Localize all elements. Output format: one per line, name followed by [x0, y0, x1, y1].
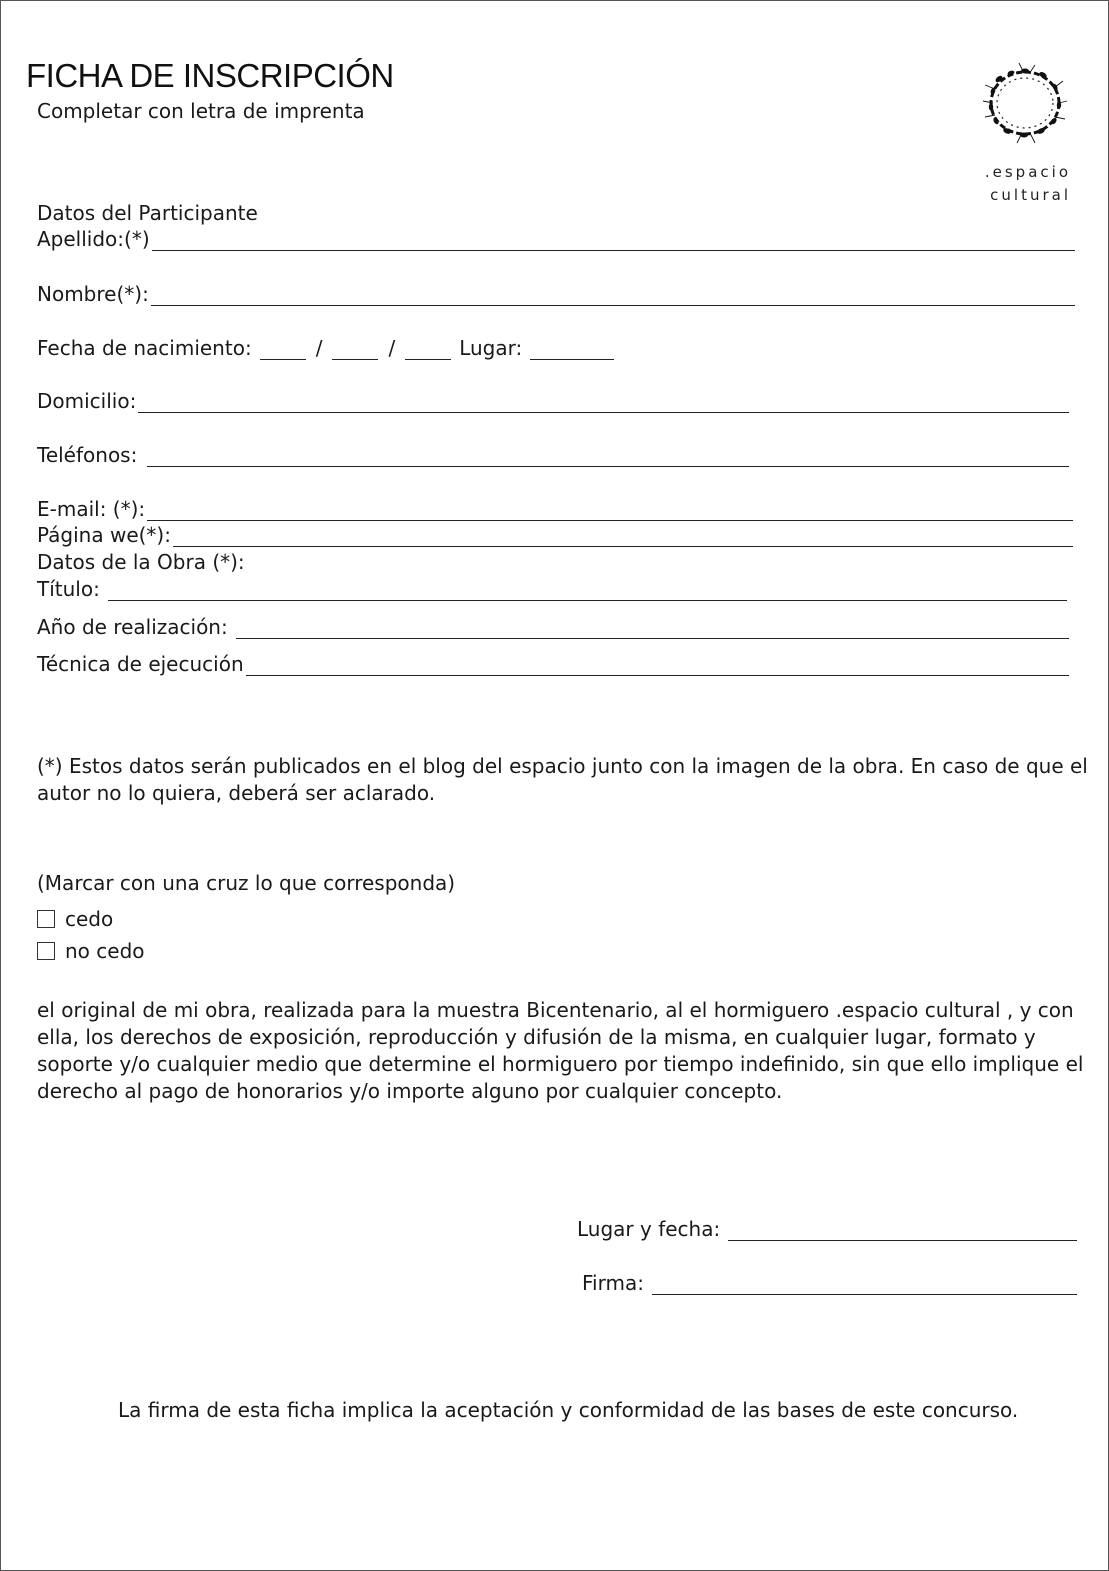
cedo-checkbox[interactable]: [37, 910, 55, 928]
cession-line-1: el original de mi obra, realizada para la muestra Bicentenario, al el hormiguero .espacio cultural , y con: [37, 998, 1074, 1022]
birth-date-row: [37, 334, 614, 360]
telefonos-line[interactable]: [147, 446, 1069, 467]
titulo-field[interactable]: [37, 575, 1067, 601]
tecnica-line[interactable]: [246, 655, 1069, 676]
lugar-fecha-line[interactable]: [728, 1220, 1077, 1241]
option-no-cedo[interactable]: [37, 939, 145, 963]
birth-day-blank[interactable]: [260, 339, 306, 360]
no-cedo-label: no cedo: [65, 939, 145, 963]
birth-month-blank[interactable]: [332, 339, 378, 360]
titulo-label: Título:: [37, 577, 100, 601]
firma-field[interactable]: [582, 1269, 1077, 1295]
logo-wordmark: [961, 161, 1071, 207]
ant-ring-logo-icon: [979, 61, 1071, 147]
anio-field[interactable]: [37, 613, 1069, 639]
note-line-2: autor no lo quiera, deberá ser aclarado.: [37, 781, 436, 805]
telefonos-field[interactable]: [37, 441, 1069, 467]
nombre-line[interactable]: [151, 285, 1075, 306]
firma-line[interactable]: [652, 1274, 1077, 1295]
pagina-line[interactable]: [173, 526, 1073, 547]
logo-line-2: cultural: [990, 186, 1071, 204]
domicilio-field[interactable]: [37, 387, 1069, 413]
lugar-blank[interactable]: [530, 339, 614, 360]
lugar-label: Lugar:: [459, 336, 523, 360]
footer-acceptance: La firma de esta ficha implica la aceptación y conformidad de las bases de este concurso.: [118, 1398, 1019, 1422]
work-section-label: Datos de la Obra (*):: [37, 550, 245, 574]
lugar-fecha-field[interactable]: [577, 1215, 1077, 1241]
email-line[interactable]: [147, 500, 1073, 521]
date-separator-2: /: [388, 336, 396, 360]
date-separator-1: /: [315, 336, 323, 360]
participant-section-label: Datos del Participante: [37, 201, 258, 225]
no-cedo-checkbox[interactable]: [37, 942, 55, 960]
email-field[interactable]: [37, 495, 1073, 521]
cession-paragraph: [37, 997, 1083, 1105]
apellido-field[interactable]: [37, 225, 1075, 251]
cedo-label: cedo: [65, 907, 114, 931]
anio-label: Año de realización:: [37, 615, 228, 639]
domicilio-line[interactable]: [138, 392, 1069, 413]
nombre-field[interactable]: [37, 280, 1075, 306]
note-line-1: (*) Estos datos serán publicados en el blog del espacio junto con la imagen de la obra. En caso de que el: [37, 754, 1088, 778]
form-title: FICHA DE INSCRIPCIÓN: [26, 57, 394, 94]
nombre-label: Nombre(*):: [37, 282, 149, 306]
birth-year-blank[interactable]: [405, 339, 451, 360]
domicilio-label: Domicilio:: [37, 389, 137, 413]
pagina-web-field[interactable]: [37, 521, 1073, 547]
choice-instruction: (Marcar con una cruz lo que corresponda): [37, 871, 456, 895]
lugar-fecha-label: Lugar y fecha:: [577, 1217, 721, 1241]
titulo-line[interactable]: [108, 580, 1067, 601]
tecnica-field[interactable]: [37, 650, 1069, 676]
fecha-label: Fecha de nacimiento:: [37, 336, 252, 360]
firma-label: Firma:: [582, 1271, 644, 1295]
cession-line-4: derecho al pago de honorarios y/o importe alguno por cualquier concepto.: [37, 1079, 783, 1103]
cession-line-2: ella, los derechos de exposición, reproducción y difusión de la misma, en cualquier lugar, formato y: [37, 1025, 1036, 1049]
form-subtitle: Completar con letra de imprenta: [37, 99, 365, 123]
option-cedo[interactable]: [37, 907, 113, 931]
logo-line-1: .espacio: [984, 163, 1071, 181]
pagina-label: Página we(*):: [37, 523, 171, 547]
email-label: E-mail: (*):: [37, 497, 146, 521]
tecnica-label: Técnica de ejecución: [37, 652, 244, 676]
anio-line[interactable]: [236, 618, 1069, 639]
telefonos-label: Teléfonos:: [37, 443, 138, 467]
cession-line-3: soporte y/o cualquier medio que determine el hormiguero por tiempo indefinido, sin que ello implique el: [37, 1052, 1084, 1076]
apellido-line[interactable]: [152, 230, 1075, 251]
apellido-label: Apellido:(*): [37, 227, 150, 251]
publication-note: [37, 753, 1088, 807]
